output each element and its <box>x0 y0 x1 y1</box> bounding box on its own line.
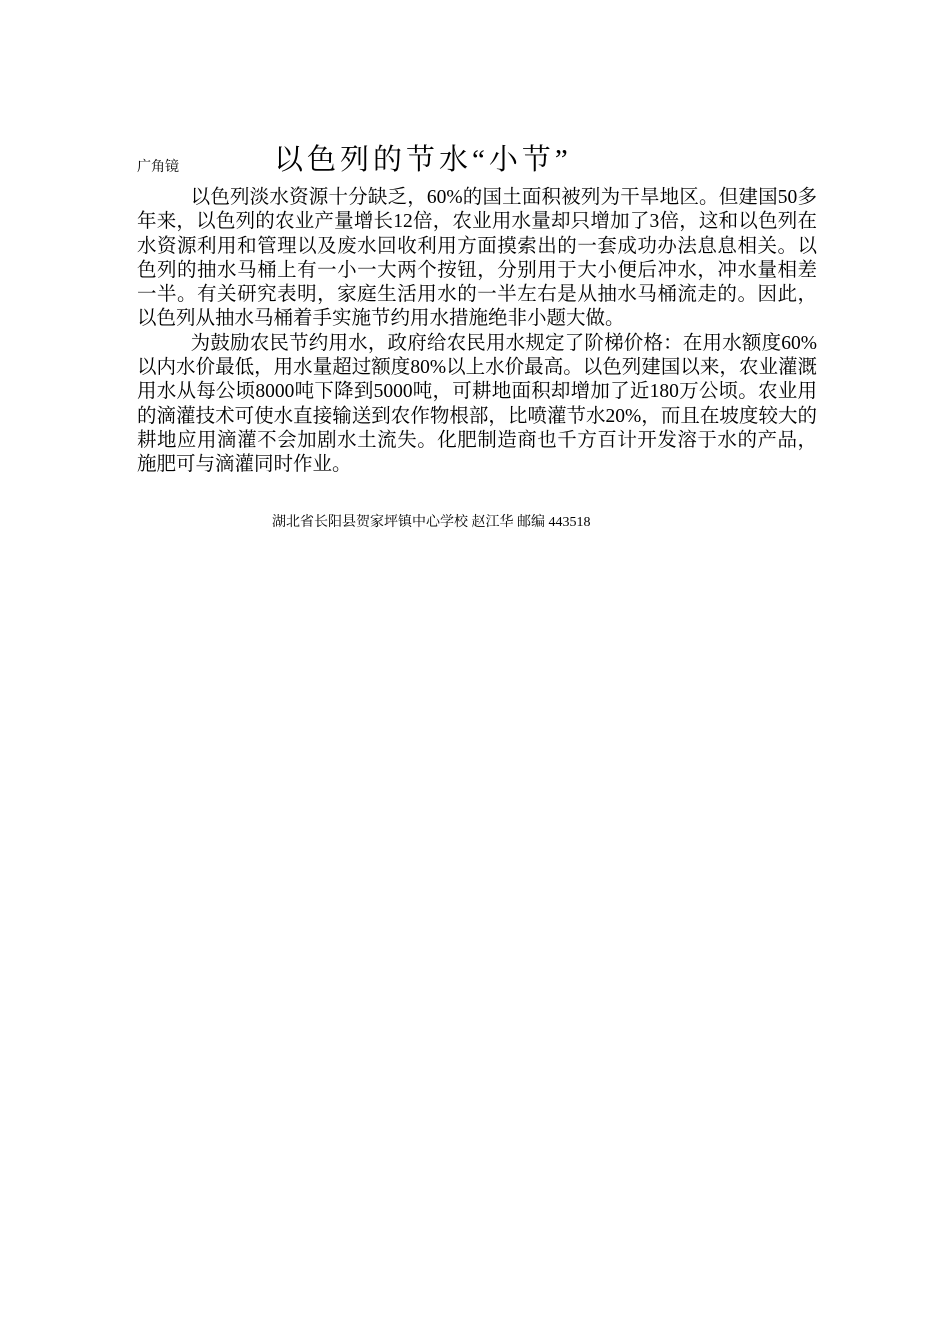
column-label: 广角镜 <box>137 160 179 175</box>
author-byline: 湖北省长阳县贺家坪镇中心学校 赵江华 邮编 443518 <box>272 515 591 530</box>
article-paragraph: 以色列淡水资源十分缺乏，60%的国土面积被列为干旱地区。但建国50多年来，以色列的农业产量增长12倍，农业用水量却只增加了3倍，这和以色列在水资源利用和管理以及废水回收利用方面摸索出的一套成功办法息息相关。以色列的抽水马桶上有一小一大两个按钮，分别用于大小便后冲水，冲水量相差一半。有关研究表明，家庭生活用水的一半左右是从抽水马桶流走的。因此，以色列从抽水马桶着手实施节约用水措施绝非小题大做。 <box>137 187 817 330</box>
article-paragraph: 为鼓励农民节约用水，政府给农民用水规定了阶梯价格：在用水额度60%以内水价最低，用水量超过额度80%以上水价最高。以色列建国以来，农业灌溉用水从每公顷8000吨下降到5000吨，可耕地面积却增加了近180万公顷。农业用的滴灌技术可使水直接输送到农作物根部，比喷灌节水20%，而且在坡度较大的耕地应用滴灌不会加剧水土流失。化肥制造商也千方百计开发溶于水的产品，施肥可与滴灌同时作业。 <box>137 332 817 476</box>
page-title: 以色列的节水“小节” <box>274 144 572 176</box>
article-body <box>137 186 817 478</box>
